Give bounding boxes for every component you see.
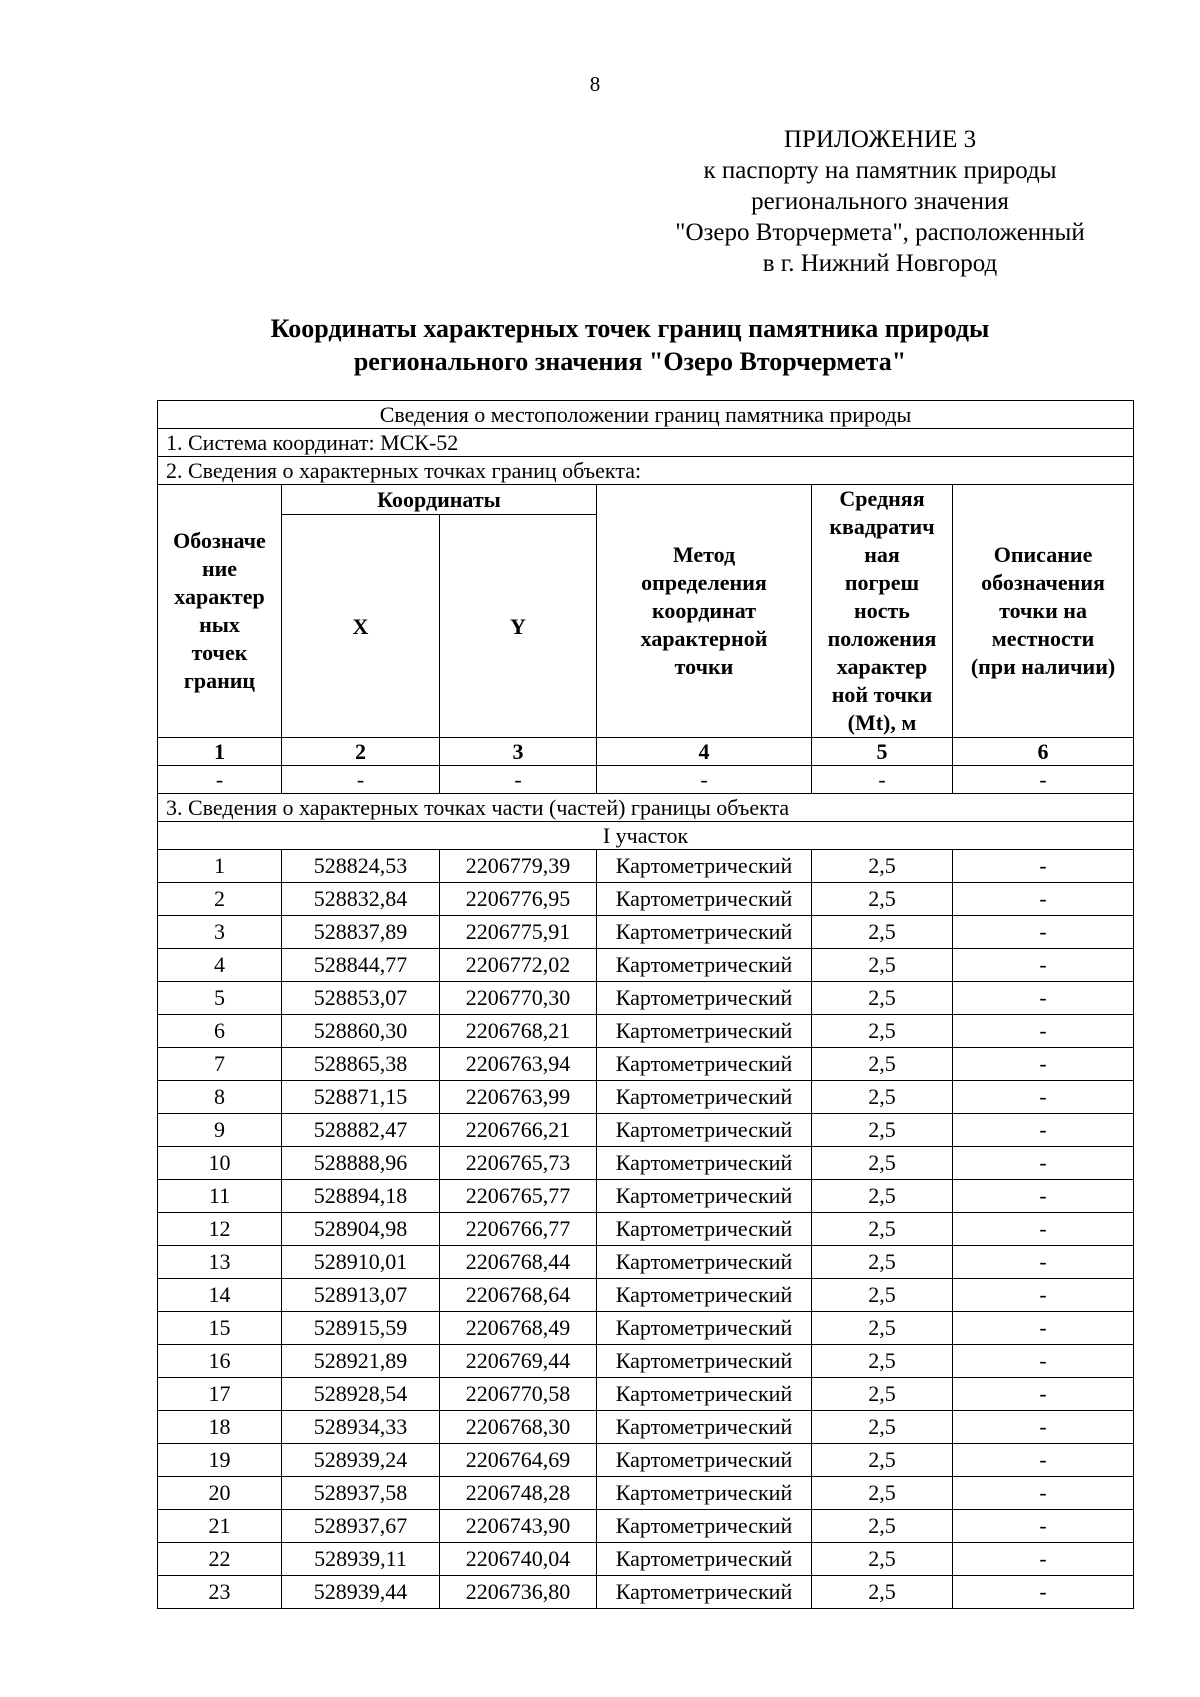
point-number-cell: 3 <box>158 916 282 949</box>
header-error-line: ная <box>864 542 900 567</box>
description-cell: - <box>953 1246 1134 1279</box>
error-cell: 2,5 <box>812 1246 953 1279</box>
x-cell: 528915,59 <box>282 1312 440 1345</box>
y-cell: 2206765,73 <box>440 1147 597 1180</box>
appendix-line: к паспорту на памятник природы <box>703 157 1057 184</box>
point-number-cell: 13 <box>158 1246 282 1279</box>
y-cell: 2206766,21 <box>440 1114 597 1147</box>
error-cell: 2,5 <box>812 916 953 949</box>
table-row <box>158 1180 1134 1213</box>
x-cell: 528913,07 <box>282 1279 440 1312</box>
header-method-line: определения <box>641 570 767 595</box>
x-cell: 528928,54 <box>282 1378 440 1411</box>
dash-cell: - <box>158 766 282 794</box>
title-line: регионального значения "Озеро Вторчермета" <box>353 347 907 376</box>
table-row <box>158 1081 1134 1114</box>
col-number: 1 <box>158 738 282 766</box>
description-cell: - <box>953 1477 1134 1510</box>
table-row <box>158 949 1134 982</box>
header-description-line: (при наличии) <box>970 654 1116 679</box>
col-number: 2 <box>282 738 440 766</box>
point-number-cell: 5 <box>158 982 282 1015</box>
description-cell: - <box>953 1576 1134 1609</box>
x-cell: 528837,89 <box>282 916 440 949</box>
header-error-line: Средняя <box>839 486 925 511</box>
description-cell: - <box>953 1279 1134 1312</box>
x-cell: 528871,15 <box>282 1081 440 1114</box>
method-cell: Картометрический <box>597 1279 812 1312</box>
header-method-line: координат <box>651 598 757 623</box>
header-point-designation-line: ных <box>199 612 240 637</box>
table-row <box>158 850 1134 883</box>
x-cell: 528882,47 <box>282 1114 440 1147</box>
page-number: 8 <box>589 72 601 96</box>
header-point-designation <box>158 485 282 738</box>
point-number-cell: 15 <box>158 1312 282 1345</box>
y-cell: 2206768,64 <box>440 1279 597 1312</box>
x-cell: 528939,44 <box>282 1576 440 1609</box>
coordinates-table <box>157 400 1134 1609</box>
table-row <box>158 1576 1134 1609</box>
error-cell: 2,5 <box>812 1312 953 1345</box>
header-error-line: положения <box>827 626 937 651</box>
description-cell: - <box>953 949 1134 982</box>
method-cell: Картометрический <box>597 1312 812 1345</box>
error-cell: 2,5 <box>812 1576 953 1609</box>
y-cell: 2206765,77 <box>440 1180 597 1213</box>
description-cell: - <box>953 1114 1134 1147</box>
table-row <box>158 1048 1134 1081</box>
description-cell: - <box>953 1312 1134 1345</box>
point-number-cell: 21 <box>158 1510 282 1543</box>
dash-cell: - <box>812 766 953 794</box>
table-row <box>158 1378 1134 1411</box>
description-cell: - <box>953 1147 1134 1180</box>
y-cell: 2206766,77 <box>440 1213 597 1246</box>
x-cell: 528844,77 <box>282 949 440 982</box>
point-number-cell: 1 <box>158 850 282 883</box>
y-cell: 2206775,91 <box>440 916 597 949</box>
point-number-cell: 17 <box>158 1378 282 1411</box>
table-row <box>158 1345 1134 1378</box>
y-cell: 2206770,58 <box>440 1378 597 1411</box>
header-error-line: (Mt), м <box>847 710 917 735</box>
x-cell: 528939,24 <box>282 1444 440 1477</box>
col-number: 3 <box>440 738 597 766</box>
header-point-designation-line: характер <box>174 584 265 609</box>
header-coordinates: Координаты <box>282 485 597 515</box>
method-cell: Картометрический <box>597 982 812 1015</box>
error-cell: 2,5 <box>812 1345 953 1378</box>
dash-cell: - <box>440 766 597 794</box>
header-method <box>597 485 812 738</box>
point-number-cell: 6 <box>158 1015 282 1048</box>
appendix-line: ПРИЛОЖЕНИЕ 3 <box>783 126 977 153</box>
y-cell: 2206748,28 <box>440 1477 597 1510</box>
error-cell: 2,5 <box>812 1213 953 1246</box>
method-cell: Картометрический <box>597 1543 812 1576</box>
method-cell: Картометрический <box>597 1411 812 1444</box>
header-x: X <box>282 515 440 738</box>
header-point-designation-line: точек <box>191 640 248 665</box>
method-cell: Картометрический <box>597 1081 812 1114</box>
method-cell: Картометрический <box>597 1378 812 1411</box>
appendix-block <box>620 124 1140 279</box>
point-number-cell: 16 <box>158 1345 282 1378</box>
x-cell: 528934,33 <box>282 1411 440 1444</box>
document-title <box>200 312 1060 378</box>
point-number-cell: 19 <box>158 1444 282 1477</box>
error-cell: 2,5 <box>812 1279 953 1312</box>
header-description-line: обозначения <box>981 570 1105 595</box>
table-row <box>158 1279 1134 1312</box>
y-cell: 2206763,94 <box>440 1048 597 1081</box>
y-cell: 2206768,44 <box>440 1246 597 1279</box>
method-cell: Картометрический <box>597 883 812 916</box>
x-cell: 528865,38 <box>282 1048 440 1081</box>
point-number-cell: 20 <box>158 1477 282 1510</box>
dash-cell: - <box>953 766 1134 794</box>
header-error-line: погреш <box>844 570 920 595</box>
method-cell: Картометрический <box>597 1444 812 1477</box>
method-cell: Картометрический <box>597 1246 812 1279</box>
error-cell: 2,5 <box>812 1477 953 1510</box>
header-error-line: ной точки <box>831 682 933 707</box>
point-number-cell: 23 <box>158 1576 282 1609</box>
header-error <box>812 485 953 738</box>
dash-cell: - <box>282 766 440 794</box>
title-line: Координаты характерных точек границ памятника природы <box>270 314 990 343</box>
error-cell: 2,5 <box>812 1048 953 1081</box>
x-cell: 528904,98 <box>282 1213 440 1246</box>
point-number-cell: 11 <box>158 1180 282 1213</box>
table-row <box>158 1312 1134 1345</box>
header-description-line: местности <box>991 626 1095 651</box>
y-cell: 2206743,90 <box>440 1510 597 1543</box>
error-cell: 2,5 <box>812 1444 953 1477</box>
point-number-cell: 10 <box>158 1147 282 1180</box>
error-cell: 2,5 <box>812 1114 953 1147</box>
method-cell: Картометрический <box>597 916 812 949</box>
x-cell: 528832,84 <box>282 883 440 916</box>
x-cell: 528853,07 <box>282 982 440 1015</box>
y-cell: 2206763,99 <box>440 1081 597 1114</box>
col-number: 6 <box>953 738 1134 766</box>
method-cell: Картометрический <box>597 1015 812 1048</box>
y-cell: 2206768,49 <box>440 1312 597 1345</box>
header-error-line: ность <box>854 598 910 623</box>
method-cell: Картометрический <box>597 850 812 883</box>
point-number-cell: 4 <box>158 949 282 982</box>
y-cell: 2206779,39 <box>440 850 597 883</box>
table-row <box>158 982 1134 1015</box>
table-row <box>158 1477 1134 1510</box>
point-number-cell: 12 <box>158 1213 282 1246</box>
part-label: I участок <box>158 822 1134 850</box>
header-description-line: Описание <box>993 542 1093 567</box>
x-cell: 528937,67 <box>282 1510 440 1543</box>
y-cell: 2206772,02 <box>440 949 597 982</box>
table-row <box>158 1015 1134 1048</box>
method-cell: Картометрический <box>597 1180 812 1213</box>
description-cell: - <box>953 1543 1134 1576</box>
description-cell: - <box>953 883 1134 916</box>
y-cell: 2206769,44 <box>440 1345 597 1378</box>
error-cell: 2,5 <box>812 949 953 982</box>
y-cell: 2206768,21 <box>440 1015 597 1048</box>
header-error-line: квадратич <box>829 514 935 539</box>
description-cell: - <box>953 1048 1134 1081</box>
error-cell: 2,5 <box>812 883 953 916</box>
description-cell: - <box>953 982 1134 1015</box>
error-cell: 2,5 <box>812 850 953 883</box>
method-cell: Картометрический <box>597 1114 812 1147</box>
table-row <box>158 1510 1134 1543</box>
table-row <box>158 1444 1134 1477</box>
description-cell: - <box>953 1015 1134 1048</box>
table-row <box>158 1246 1134 1279</box>
col-number: 5 <box>812 738 953 766</box>
method-cell: Картометрический <box>597 1213 812 1246</box>
header-error-line: характер <box>836 654 928 679</box>
table-row <box>158 1411 1134 1444</box>
description-cell: - <box>953 1213 1134 1246</box>
description-cell: - <box>953 1378 1134 1411</box>
table-row <box>158 1147 1134 1180</box>
point-number-cell: 2 <box>158 883 282 916</box>
y-cell: 2206740,04 <box>440 1543 597 1576</box>
section-part-boundary: 3. Сведения о характерных точках части (частей) границы объекта <box>158 794 1134 822</box>
error-cell: 2,5 <box>812 1378 953 1411</box>
x-cell: 528910,01 <box>282 1246 440 1279</box>
method-cell: Картометрический <box>597 1576 812 1609</box>
header-point-designation-line: Обозначе <box>173 528 266 553</box>
error-cell: 2,5 <box>812 1411 953 1444</box>
method-cell: Картометрический <box>597 1048 812 1081</box>
x-cell: 528894,18 <box>282 1180 440 1213</box>
x-cell: 528937,58 <box>282 1477 440 1510</box>
point-number-cell: 14 <box>158 1279 282 1312</box>
description-cell: - <box>953 1180 1134 1213</box>
appendix-line: регионального значения <box>751 188 1009 215</box>
y-cell: 2206770,30 <box>440 982 597 1015</box>
point-number-cell: 7 <box>158 1048 282 1081</box>
description-cell: - <box>953 1081 1134 1114</box>
point-number-cell: 9 <box>158 1114 282 1147</box>
x-cell: 528939,11 <box>282 1543 440 1576</box>
error-cell: 2,5 <box>812 1015 953 1048</box>
error-cell: 2,5 <box>812 1147 953 1180</box>
appendix-line: "Озеро Вторчермета", расположенный <box>675 219 1085 246</box>
error-cell: 2,5 <box>812 1510 953 1543</box>
col-number: 4 <box>597 738 812 766</box>
appendix-line: в г. Нижний Новгород <box>762 250 998 277</box>
description-cell: - <box>953 1345 1134 1378</box>
method-cell: Картометрический <box>597 1345 812 1378</box>
x-cell: 528824,53 <box>282 850 440 883</box>
y-cell: 2206764,69 <box>440 1444 597 1477</box>
method-cell: Картометрический <box>597 1147 812 1180</box>
header-description <box>953 485 1134 738</box>
section-coordinate-system: 1. Система координат: МСК-52 <box>158 429 1134 457</box>
table-row <box>158 1543 1134 1576</box>
method-cell: Картометрический <box>597 1477 812 1510</box>
error-cell: 2,5 <box>812 1081 953 1114</box>
header-description-line: точки на <box>999 598 1087 623</box>
header-method-line: точки <box>674 654 734 679</box>
error-cell: 2,5 <box>812 1180 953 1213</box>
dash-cell: - <box>597 766 812 794</box>
table-row <box>158 1114 1134 1147</box>
table-row <box>158 883 1134 916</box>
point-number-cell: 22 <box>158 1543 282 1576</box>
header-y: Y <box>440 515 597 738</box>
x-cell: 528921,89 <box>282 1345 440 1378</box>
header-point-designation-line: границ <box>183 668 256 693</box>
error-cell: 2,5 <box>812 1543 953 1576</box>
header-method-line: характерной <box>640 626 768 651</box>
description-cell: - <box>953 850 1134 883</box>
error-cell: 2,5 <box>812 982 953 1015</box>
header-point-designation-line: ние <box>201 556 238 581</box>
point-number-cell: 8 <box>158 1081 282 1114</box>
point-number-cell: 18 <box>158 1411 282 1444</box>
table-caption: Сведения о местоположении границ памятника природы <box>158 401 1134 429</box>
description-cell: - <box>953 1444 1134 1477</box>
description-cell: - <box>953 1411 1134 1444</box>
x-cell: 528888,96 <box>282 1147 440 1180</box>
y-cell: 2206776,95 <box>440 883 597 916</box>
method-cell: Картометрический <box>597 949 812 982</box>
table-row <box>158 916 1134 949</box>
x-cell: 528860,30 <box>282 1015 440 1048</box>
description-cell: - <box>953 1510 1134 1543</box>
y-cell: 2206768,30 <box>440 1411 597 1444</box>
header-method-line: Метод <box>672 542 736 567</box>
section-points-info: 2. Сведения о характерных точках границ объекта: <box>158 457 1134 485</box>
method-cell: Картометрический <box>597 1510 812 1543</box>
table-row <box>158 1213 1134 1246</box>
description-cell: - <box>953 916 1134 949</box>
y-cell: 2206736,80 <box>440 1576 597 1609</box>
